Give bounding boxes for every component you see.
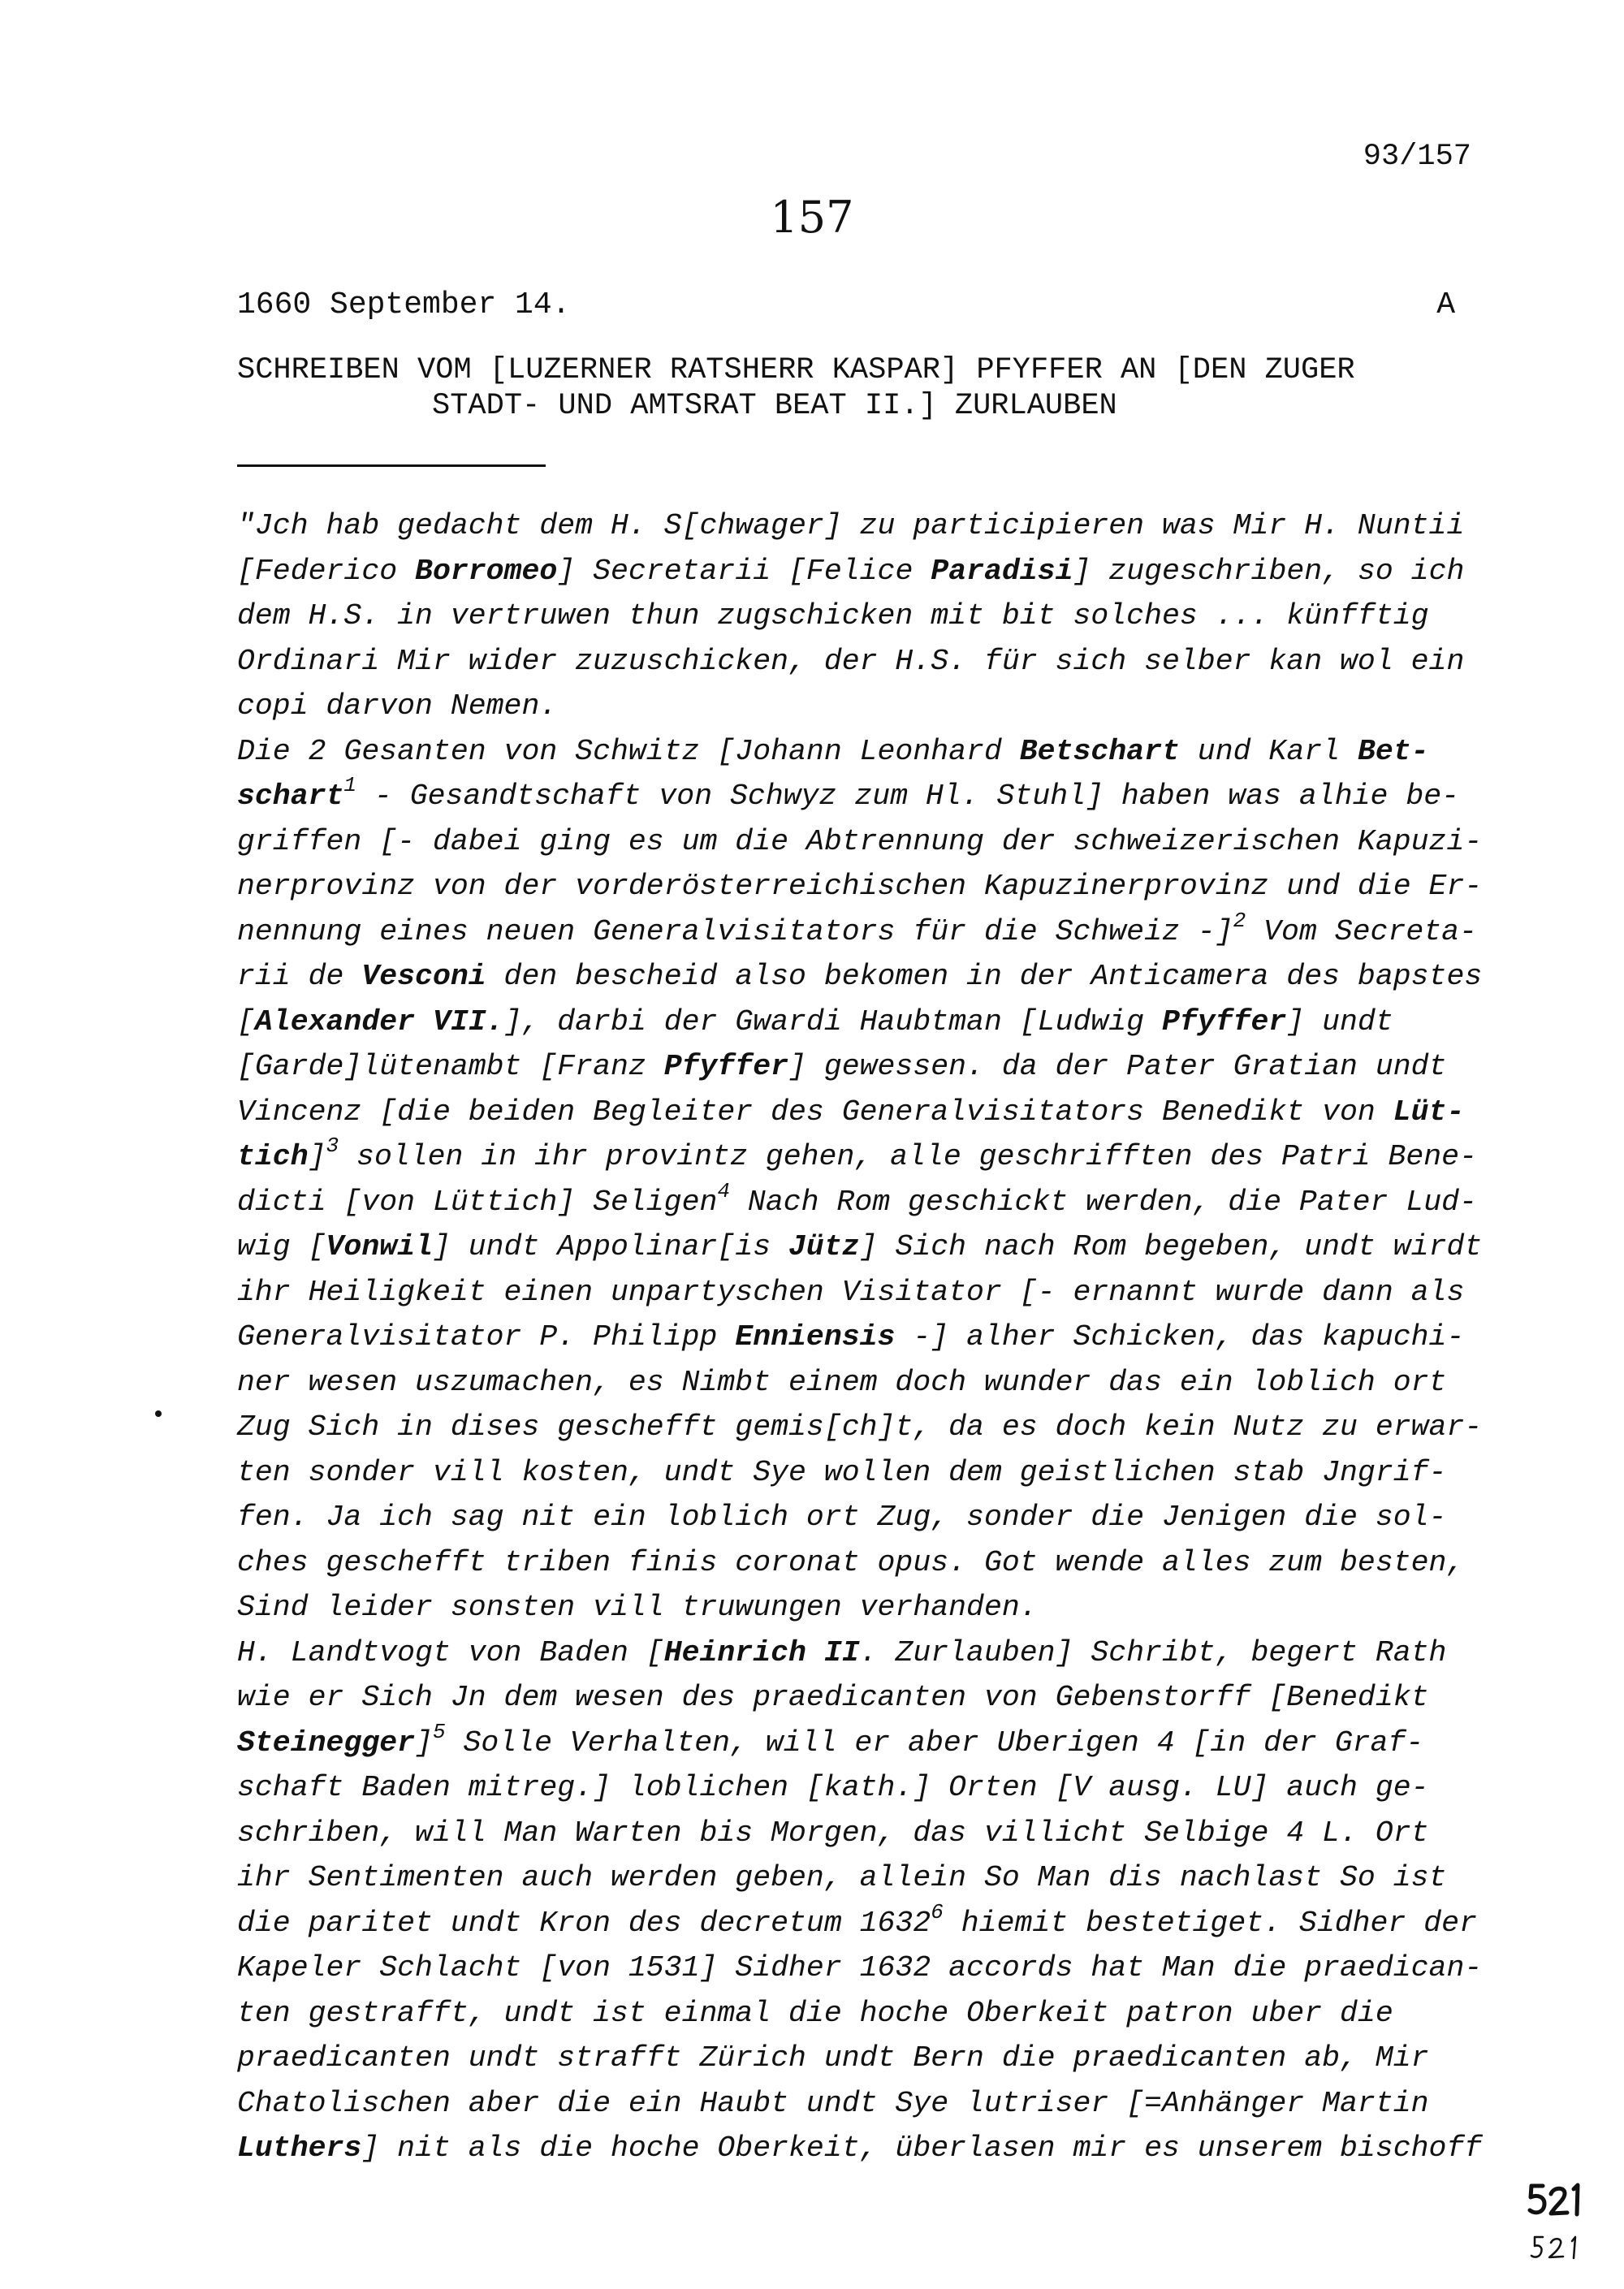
margin-dot — [155, 1410, 162, 1417]
body-line — [237, 1270, 1488, 1315]
body-line — [237, 1495, 1488, 1540]
letter-code: A — [1436, 287, 1455, 322]
body-line — [237, 2126, 1488, 2171]
text-segment: ] nit als die hoche Oberkeit, überlasen mir es unserem bischoff — [361, 2131, 1483, 2165]
bold-name: Pfyffer — [663, 1050, 789, 1083]
body-line — [237, 1180, 1488, 1225]
body-line — [237, 1991, 1488, 2036]
body-line — [237, 1134, 1488, 1180]
text-segment: dicti [von Lüttich] Seligen — [237, 1185, 718, 1219]
bold-name: Bet- — [1357, 734, 1429, 768]
stamp-lower-521 — [1531, 2237, 1575, 2258]
text-segment: Generalvisitator P. Philipp — [237, 1320, 736, 1354]
text-segment: hiemit bestetiget. Sidher der — [943, 1906, 1477, 1940]
document-number: 157 — [770, 192, 854, 243]
body-line — [237, 1224, 1488, 1270]
stamp-upper-521 — [1530, 2185, 1578, 2214]
body-line — [237, 1811, 1488, 1856]
text-segment: ihr Heiligkeit einen unpartyschen Visitator [- ernannt wurde dann als — [237, 1275, 1465, 1309]
bold-name: Pfyffer — [1162, 1004, 1287, 1039]
text-segment: ] — [415, 1725, 433, 1760]
text-segment: nerprovinz von der vorderösterreichischen Kapuzinerprovinz und die Er- — [237, 870, 1483, 903]
text-segment: ] zugeschriben, so ich — [1073, 554, 1465, 588]
text-segment: Nach Rom geschickt werden, die Pater Lud- — [730, 1185, 1477, 1219]
text-segment: - Gesandtschaft von Schwyz zum Hl. Stuhl] haben was alhie be- — [356, 780, 1460, 813]
body-line — [237, 639, 1488, 685]
body-line — [237, 594, 1488, 639]
bold-name: Alexander VII. — [254, 1004, 504, 1039]
text-segment: Zug Sich in dises geschefft gemis[ch]t, da es doch kein Nutz zu erwar- — [237, 1410, 1483, 1444]
text-segment: schaft Baden mitreg.] loblichen [kath.] Orten [V ausg. LU] auch ge- — [237, 1771, 1429, 1804]
footnote-marker: 3 — [326, 1134, 339, 1158]
title-divider — [237, 464, 546, 467]
bold-name: Paradisi — [931, 554, 1073, 588]
text-segment: den bescheid also bekomen in der Anticamera des bapstes — [486, 960, 1483, 993]
body-line — [237, 684, 1488, 729]
text-segment: ] undt Appolinar[is — [432, 1230, 789, 1263]
bold-name: Luthers — [237, 2131, 362, 2165]
text-segment: ner wesen uszumachen, es Nimbt einem doch wunder das ein loblich ort — [237, 1365, 1447, 1399]
bold-name: Borromeo — [415, 554, 558, 588]
body-line — [237, 1675, 1488, 1721]
footnote-marker: 2 — [1233, 908, 1246, 933]
body-line — [237, 774, 1488, 819]
text-segment: Chatolischen aber die ein Haubt undt Sye lutriser [=Anhänger Martin — [237, 2086, 1429, 2120]
body-line — [237, 864, 1488, 909]
text-segment: ] Secretarii [Felice — [557, 554, 931, 588]
text-segment: [Federico — [237, 554, 416, 588]
bold-name: Steinegger — [237, 1725, 416, 1760]
text-segment: Vom Secreta- — [1246, 914, 1477, 948]
text-segment: . Zurlauben] Schribt, begert Rath — [859, 1635, 1447, 1669]
archive-reference: 93/157 — [1363, 140, 1471, 174]
text-segment: praedicanten undt strafft Zürich undt Bern die praedicanten ab, Mir — [237, 2041, 1429, 2075]
body-line — [237, 1630, 1488, 1676]
body-line — [237, 503, 1488, 549]
text-segment: ] undt — [1286, 1004, 1393, 1039]
body-line — [237, 1901, 1488, 1946]
body-line — [237, 1450, 1488, 1496]
letter-body-text — [237, 503, 1488, 2171]
body-line — [237, 1540, 1488, 1586]
text-segment: die paritet undt Kron des decretum 1632 — [237, 1906, 931, 1940]
text-segment: fen. Ja ich sag nit ein loblich ort Zug, sonder die Jenigen die sol- — [237, 1501, 1447, 1534]
body-line — [237, 1315, 1488, 1360]
body-line — [237, 1360, 1488, 1406]
text-segment: wie er Sich Jn dem wesen des praedicanten von Gebenstorff [Benedikt — [237, 1681, 1429, 1714]
bold-name: schart — [237, 780, 344, 813]
body-line — [237, 1585, 1488, 1630]
text-segment: ], darbi der Gwardi Haubtman [Ludwig — [503, 1004, 1162, 1039]
document-title — [237, 352, 1462, 424]
bold-name: Lüt- — [1393, 1095, 1465, 1129]
title-line-1: SCHREIBEN VOM [LUZERNER RATSHERR KASPAR] PFYFFER AN [DEN ZUGER — [237, 353, 1355, 387]
footnote-marker: 6 — [931, 1899, 944, 1924]
text-segment: ten sonder vill kosten, undt Sye wollen dem geistlichen stab Jngrif- — [237, 1455, 1447, 1489]
text-segment: ] Sich nach Rom begeben, undt wirdt — [859, 1230, 1483, 1263]
body-line — [237, 1946, 1488, 1991]
text-segment: Vincenz [die beiden Begleiter des Generalvisitators Benedikt von — [237, 1095, 1393, 1129]
body-line — [237, 2036, 1488, 2081]
body-line — [237, 729, 1488, 775]
body-line — [237, 1044, 1488, 1090]
body-line — [237, 1405, 1488, 1450]
bold-name: Heinrich II — [663, 1635, 860, 1669]
body-line — [237, 819, 1488, 865]
bold-name: tich — [237, 1140, 309, 1173]
text-segment: dem H.S. in vertruwen thun zugschicken mit bit solches ... künfftig — [237, 599, 1429, 633]
bold-name: Jütz — [788, 1230, 860, 1263]
text-segment: griffen [- dabei ging es um die Abtrennung der schweizerischen Kapuzi- — [237, 824, 1483, 858]
text-segment: ten gestrafft, undt ist einmal die hoche Oberkeit patron uber die — [237, 1996, 1393, 2030]
text-segment: "Jch hab gedacht dem H. S[chwager] zu participieren was Mir H. Nuntii — [237, 509, 1465, 542]
body-line — [237, 2081, 1488, 2127]
text-segment: sollen in ihr provintz gehen, alle geschrifften des Patri Bene- — [339, 1140, 1477, 1173]
footnote-marker: 4 — [717, 1178, 731, 1203]
text-segment: wig [ — [237, 1230, 326, 1263]
text-segment: ] — [308, 1140, 326, 1173]
text-segment: und Karl — [1179, 734, 1358, 768]
text-segment: copi darvon Nemen. — [237, 689, 558, 723]
body-line — [237, 1000, 1488, 1045]
footnote-marker: 1 — [343, 773, 357, 797]
body-line — [237, 1090, 1488, 1135]
text-segment: ches geschefft triben finis coronat opus. Got wende alles zum besten, — [237, 1545, 1465, 1579]
body-line — [237, 1855, 1488, 1901]
text-segment: rii de — [237, 960, 362, 993]
text-segment: Ordinari Mir wider zuzuschicken, der H.S. für sich selber kan wol ein — [237, 644, 1465, 678]
date-line — [237, 287, 1455, 322]
text-segment: Sind leider sonsten vill truwungen verhanden. — [237, 1591, 1038, 1624]
body-line — [237, 1765, 1488, 1811]
footnote-marker: 5 — [432, 1719, 446, 1744]
bold-name: Betschart — [1019, 734, 1180, 768]
text-segment: H. Landtvogt von Baden [ — [237, 1635, 664, 1669]
text-segment: Kapeler Schlacht [von 1531] Sidher 1632 accords hat Man die praedican- — [237, 1951, 1483, 1985]
text-segment: schriben, will Man Warten bis Morgen, das villicht Selbige 4 L. Ort — [237, 1816, 1429, 1850]
handwritten-page-number-stamp — [1527, 2178, 1593, 2269]
bold-name: Vonwil — [326, 1230, 433, 1263]
title-line-2: STADT- UND AMTSRAT BEAT II.] ZURLAUBEN — [432, 389, 1117, 423]
text-segment: ihr Sentimenten auch werden geben, allein So Man dis nachlast So ist — [237, 1861, 1447, 1894]
body-line — [237, 954, 1488, 1000]
text-segment: [Garde]lütenambt [Franz — [237, 1050, 664, 1083]
body-line — [237, 1721, 1488, 1766]
body-line — [237, 909, 1488, 955]
bold-name: Enniensis — [735, 1320, 896, 1354]
text-segment: [ — [237, 1004, 255, 1039]
text-segment: nennung eines neuen Generalvisitators für die Schweiz -] — [237, 914, 1233, 948]
bold-name: Vesconi — [361, 960, 486, 993]
text-segment: ] gewessen. da der Pater Gratian undt — [788, 1050, 1447, 1083]
document-date: 1660 September 14. — [237, 287, 571, 322]
text-segment: Die 2 Gesanten von Schwitz [Johann Leonhard — [237, 734, 1020, 768]
body-line — [237, 549, 1488, 594]
text-segment: Solle Verhalten, will er aber Uberigen 4 [in der Graf- — [445, 1725, 1424, 1760]
text-segment: -] alher Schicken, das kapuchi- — [895, 1320, 1465, 1354]
